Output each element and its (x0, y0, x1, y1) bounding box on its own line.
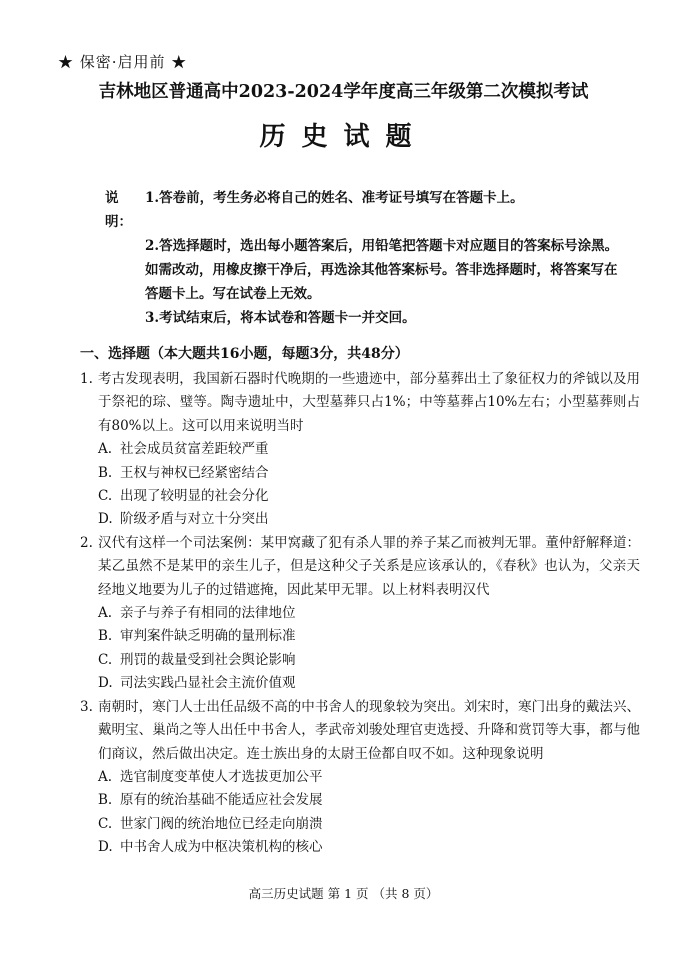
option (80, 602, 640, 625)
option-letter: A. (98, 605, 113, 622)
question-2 (80, 532, 640, 696)
option (80, 485, 640, 508)
option-text: 世家门阀的统治地位已经走向崩溃 (120, 815, 323, 832)
option-letter: B. (98, 628, 113, 645)
option (80, 836, 640, 859)
option-letter: B. (98, 792, 113, 809)
option-text: 司法实践凸显社会主流价值观 (120, 675, 296, 692)
instruction-item: 1.答卷前，考生务必将自己的姓名、准考证号填写在答题卡上。 (145, 190, 524, 206)
page-footer: 高三历史试题 第 1 页 （共 8 页） (248, 886, 439, 901)
option-letter: D. (98, 511, 113, 528)
option-text: 原有的统治基础不能适应社会发展 (120, 792, 323, 809)
option-text: 阶级矛盾与对立十分突出 (120, 511, 269, 528)
instruction-item: 2.答选择题时，选出每小题答案后，用铅笔把答题卡对应题目的答案标号涂黑。如需改动，用橡皮擦干净后，再选涂其他答案标号。答非选择题时，将答案写在答题卡上。写在试卷上无效。 (145, 238, 619, 302)
option-letter: C. (98, 815, 113, 832)
confidential-mark: ★ 保密·启用前 ★ (58, 53, 188, 71)
question-list (80, 368, 640, 860)
exam-title: 吉林地区普通高中2023-2024学年度高三年级第二次模拟考试 (98, 82, 589, 102)
option-letter: D. (98, 675, 113, 692)
option (80, 789, 640, 812)
option-letter: B. (98, 464, 113, 481)
option (80, 813, 640, 836)
option-text: 选官制度变革使人才选拔更加公平 (120, 768, 323, 785)
option-text: 亲子与养子有相同的法律地位 (120, 605, 296, 622)
option (80, 462, 640, 485)
question-number: 2. (80, 534, 93, 551)
option-letter: A. (98, 441, 113, 458)
option (80, 625, 640, 648)
option-text: 审判案件缺乏明确的量刑标准 (120, 628, 296, 645)
question-stem: 考古发现表明，我国新石器时代晚期的一些遗迹中，部分墓葬出土了象征权力的斧钺以及用于祭祀的琮、璧等。陶寺遗址中，大型墓葬只占1%；中等墓葬占10%左右；小型墓葬则占有80%以上。这可以用来说明当时 (98, 371, 640, 434)
instruction-item: 3.考试结束后，将本试卷和答题卡一并交回。 (145, 310, 416, 326)
option-text: 社会成员贫富差距较严重 (120, 441, 269, 458)
section-heading: 一、选择题（本大题共16小题，每题3分，共48分） (80, 346, 409, 362)
instruction-row (105, 186, 625, 234)
option-letter: C. (98, 651, 113, 668)
option (80, 438, 640, 461)
option-text: 王权与神权已经紧密结合 (120, 464, 269, 481)
option-letter: D. (98, 839, 113, 856)
question-number: 1. (80, 371, 93, 387)
question-stem: 汉代有这样一个司法案例：某甲窝藏了犯有杀人罪的养子某乙而被判无罪。董仲舒解释道：某乙虽然不是某甲的亲生儿子，但是这种父子关系是应该承认的，《春秋》也认为，父亲天经地义地要为儿子的过错遮掩，因此某甲无罪。以上材料表明汉代 (98, 534, 640, 598)
option (80, 766, 640, 789)
option-letter: A. (98, 768, 113, 785)
option-text: 出现了较明显的社会分化 (120, 488, 269, 505)
option (80, 508, 640, 531)
question-1 (80, 368, 640, 532)
option-text: 中书舍人成为中枢决策机构的核心 (120, 839, 323, 856)
question-number: 3. (80, 698, 93, 715)
option-text: 刑罚的裁量受到社会舆论影响 (120, 651, 296, 668)
instructions (105, 186, 625, 330)
instructions-label: 说明： (105, 190, 132, 230)
question-3 (80, 696, 640, 860)
question-stem: 南朝时，寒门人士出任品级不高的中书舍人的现象较为突出。刘宋时，寒门出身的戴法兴、戴明宝、巢尚之等人出任中书舍人，孝武帝刘骏处理官吏选授、升降和赏罚等大事，都与他们商议，然后做出决定。连士族出身的太尉王俭都自叹不如。这种现象说明 (98, 698, 640, 762)
option (80, 672, 640, 695)
subject-title: 历史试题 (259, 122, 428, 152)
option-letter: C. (98, 488, 113, 505)
option (80, 649, 640, 672)
